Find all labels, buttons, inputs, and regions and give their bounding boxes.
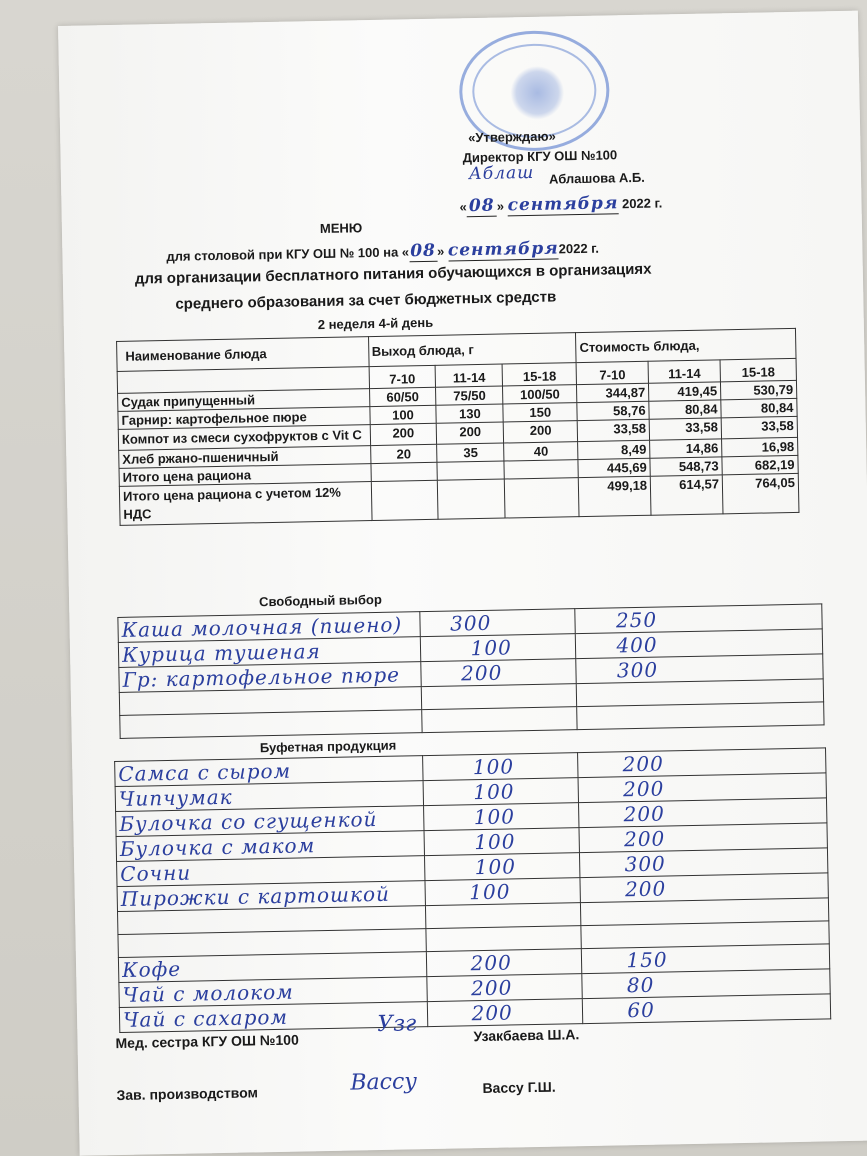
dish-cost: 33,58 <box>577 419 649 441</box>
total-label: Итого цена рациона <box>119 464 371 487</box>
director-signature: Аблаш <box>468 162 535 185</box>
free-choice-table <box>117 603 824 739</box>
menu-table <box>116 328 799 526</box>
dish-cost: 16,98 <box>722 437 798 456</box>
menu-subtitle-line1: для столовой при КГУ ОШ № 100 на «08» сентября2022 г. <box>166 238 600 264</box>
total-cost: 682,19 <box>722 455 798 474</box>
dish-yield: 75/50 <box>436 386 503 405</box>
menu-subtitle-line3: среднего образования за счет бюджетных средств <box>175 288 557 313</box>
free-choice-title: Свободный выбор <box>258 591 382 610</box>
dish-cost: 80,84 <box>721 398 797 417</box>
menu-day-label: 2 неделя 4-й день <box>317 314 434 333</box>
dish-name: Судак припущенный <box>118 389 370 412</box>
header-name: Наименование блюда <box>117 337 369 372</box>
age-group-header: 7-10 <box>369 365 436 388</box>
dish-name: Хлеб ржано-пшеничный <box>119 446 371 469</box>
age-group-header: 15-18 <box>720 358 796 381</box>
table-row: Курица тушеная 100 400 <box>118 629 822 668</box>
total-vat-label: Итого цена рациона с учетом 12% НДС <box>119 482 371 526</box>
dish-cost: 80,84 <box>649 400 721 419</box>
dish-cost: 58,76 <box>577 401 649 420</box>
dish-cost: 530,79 <box>721 380 797 399</box>
age-group-header: 15-18 <box>502 363 576 386</box>
dish-cost: 8,49 <box>578 440 650 459</box>
total-cost: 445,69 <box>578 458 650 477</box>
total-vat-cost: 499,18 <box>578 476 651 516</box>
dish-yield: 20 <box>370 444 437 463</box>
dish-cost: 344,87 <box>577 383 649 402</box>
menu-subtitle-line2: для организации бесплатного питания обучающихся в организациях <box>134 260 652 288</box>
menu-date-month: сентября <box>447 238 559 261</box>
dish-yield: 40 <box>504 442 578 461</box>
menu-title: МЕНЮ <box>319 220 363 237</box>
total-cost: 548,73 <box>650 457 722 476</box>
nurse-signature: Узг <box>376 1011 417 1038</box>
dish-yield: 150 <box>503 403 577 422</box>
dish-yield: 200 <box>504 421 578 443</box>
dish-name: Гарнир: картофельное пюре <box>118 407 370 430</box>
approval-position: Директор КГУ ОШ №100 <box>462 147 618 166</box>
table-row: Пирожки с картошкой 100 200 <box>117 873 828 912</box>
dish-yield: 100 <box>369 405 436 424</box>
buffet-table <box>114 747 831 1033</box>
table-row: Чай с молоком 200 80 <box>119 969 830 1008</box>
total-vat-cost: 614,57 <box>650 475 723 515</box>
approval-date-day: 08 <box>467 196 497 218</box>
nurse-label: Мед. сестра КГУ ОШ №100 <box>115 1031 299 1052</box>
approval-name: Аблашова А.Б. <box>548 169 645 187</box>
table-row: Булочка с маком 100 200 <box>116 823 827 862</box>
dish-yield: 35 <box>437 443 504 462</box>
header-yield: Выход блюда, г <box>368 333 576 367</box>
dish-cost: 33,58 <box>649 418 721 440</box>
approval-title: «Утверждаю» <box>468 128 556 146</box>
table-row: Кофе 200 150 <box>118 944 829 983</box>
document-sheet <box>58 11 867 1156</box>
table-row: Гр: картофельное пюре 200 300 <box>119 654 823 693</box>
dish-yield: 60/50 <box>369 387 436 406</box>
table-row: Булочка со сгущенкой 100 200 <box>116 798 827 837</box>
manager-name: Вассу Г.Ш. <box>482 1078 556 1097</box>
manager-signature: Вассу <box>350 1069 418 1096</box>
menu-date-day: 08 <box>410 240 437 262</box>
nurse-name: Узакбаева Ш.А. <box>473 1026 580 1045</box>
dish-yield: 200 <box>437 422 504 444</box>
dish-cost: 419,45 <box>649 382 721 401</box>
age-group-header: 11-14 <box>648 360 720 383</box>
dish-yield: 100/50 <box>503 385 577 404</box>
age-group-header: 7-10 <box>576 361 648 384</box>
dish-cost: 14,86 <box>650 439 722 458</box>
dish-name: Компот из смеси сухофруктов с Vit C <box>118 425 370 451</box>
table-row: Чай с сахаром 200 60 <box>119 994 830 1033</box>
dish-yield: 200 <box>370 423 437 445</box>
dish-cost: 33,58 <box>721 416 797 438</box>
total-vat-cost: 764,05 <box>722 473 799 513</box>
table-row: Сочни 100 300 <box>117 848 828 887</box>
age-group-header: 11-14 <box>436 364 503 387</box>
buffet-title: Буфетная продукция <box>259 737 397 756</box>
approval-date-month: сентября <box>507 193 619 216</box>
approval-date: « 08 » сентября 2022 г. <box>459 193 663 217</box>
table-row: Самса с сыром 100 200 <box>115 748 826 787</box>
table-row: Каша молочная (пшено) 300 250 <box>118 604 822 643</box>
seal-emblem-icon <box>510 65 565 120</box>
header-cost: Стоимость блюда, <box>576 328 796 362</box>
dish-yield: 130 <box>436 404 503 423</box>
manager-label: Зав. производством <box>116 1084 259 1104</box>
table-row: Чипчумак 100 200 <box>115 773 826 812</box>
